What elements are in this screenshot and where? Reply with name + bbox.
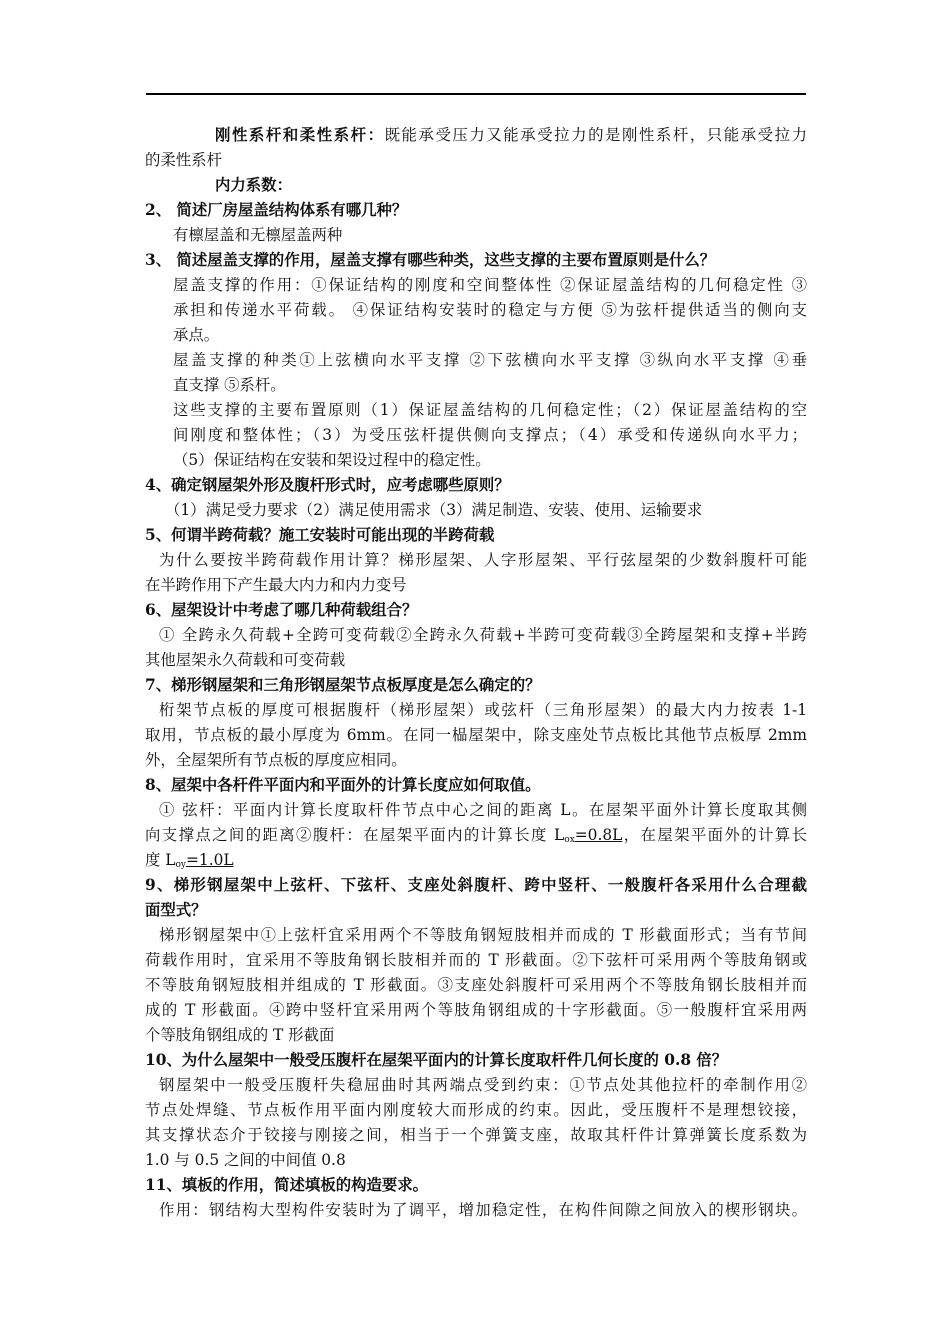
question-heading: 4、确定钢屋架外形及腹杆形式时，应考虑哪些原则？ bbox=[145, 476, 510, 494]
question-heading: 7、梯形钢屋架和三角形钢屋架节点板厚度是怎么确定的？ bbox=[145, 676, 541, 694]
question-heading: 9、梯形钢屋架中上弦杆、下弦杆、支座处斜腹杆、跨中竖杆、一般腹杆各采用什么合理截 bbox=[145, 876, 807, 894]
answer-line: 在半跨作用下产生最大内力和内力变号 bbox=[145, 576, 407, 594]
answer-line: 1.0 与 0.5 之间的中间值 0.8 bbox=[145, 1151, 346, 1169]
answer-line: 这些支撑的主要布置原则（1）保证屋盖结构的几何稳定性；（2）保证屋盖结构的空 bbox=[173, 401, 807, 419]
answer-line: 梯形钢屋架中①上弦杆宜采用两个不等肢角钢短肢相并而成的 T 形截面形式；当有节间 bbox=[159, 926, 807, 944]
term-label: 内力系数： bbox=[215, 176, 292, 194]
answer-line: 作用：钢结构大型构件安装时为了调平，增加稳定性，在构件间隙之间放入的楔形钢块。 bbox=[159, 1201, 807, 1219]
answer-line: 个等肢角钢组成的 T 形截面 bbox=[145, 1026, 335, 1044]
question-heading: 5、何谓半跨荷载？施工安装时可能出现的半跨荷载 bbox=[145, 526, 495, 544]
answer-line: 钢屋架中一般受压腹杆失稳屈曲时其两端点受到约束：①节点处其他拉杆的牵制作用② bbox=[159, 1076, 807, 1094]
answer-line: 有檩屋盖和无檩屋盖两种 bbox=[173, 226, 343, 244]
subscript: oy bbox=[175, 860, 187, 870]
answer-line: （5）保证结构在安装和架设过程中的稳定性。 bbox=[173, 451, 491, 469]
answer-line: 不等肢角钢短肢相并组成的 T 形截面。③支座处斜腹杆可采用两个不等肢角钢长肢相并而 bbox=[145, 976, 807, 994]
answer-line: 屋盖支撑的作用：①保证结构的刚度和空间整体性 ②保证屋盖结构的几何稳定性 ③ bbox=[173, 276, 807, 294]
answer-line: 节点处焊缝、节点板作用平面内刚度较大而形成的约束。因此，受压腹杆不是理想铰接， bbox=[145, 1101, 807, 1119]
answer-line: 荷载作用时，宜采用不等肢角钢长肢相并而的 T 形截面。②下弦杆可采用两个等肢角钢或 bbox=[145, 951, 807, 969]
answer-line: 为什么要按半跨荷载作用计算？梯形屋架、人字形屋架、平行弦屋架的少数斜腹杆可能 bbox=[159, 551, 807, 569]
answer-line: 成的 T 形截面。④跨中竖杆宜采用两个等肢角钢组成的十字形截面。⑤一般腹杆宜采用两 bbox=[145, 1001, 807, 1019]
answer-line: 向支撑点之间的距离②腹杆：在屋架平面内的计算长度 $L_{ox}=0.8L$，在屋架平面外的计算长 bbox=[145, 826, 807, 845]
answer-line: 承担和传递水平荷载。 ④保证结构安装时的稳定与方便 ⑤为弦杆提供适当的侧向支 bbox=[173, 301, 807, 319]
answer-line: ① 弦杆：平面内计算长度取杆件节点中心之间的距离 L。在屋架平面外计算长度取其侧 bbox=[159, 801, 807, 819]
answer-line: ① 全跨永久荷载+全跨可变荷载②全跨永久荷载+半跨可变荷载③全跨屋架和支撑+半跨 bbox=[159, 626, 807, 644]
answer-line: 其支撑状态介于铰接与刚接之间，相当于一个弹簧支座，故取其杆件计算弹簧长度系数为 bbox=[145, 1126, 807, 1144]
underlined-value: =1.0L bbox=[186, 851, 234, 869]
definition-line-cont: 的柔性系杆 bbox=[145, 151, 222, 169]
question-heading-cont: 面型式？ bbox=[145, 901, 207, 919]
question-heading: 10、为什么屋架中一般受压腹杆在屋架平面内的计算长度取杆件几何长度的 0.8 倍？ bbox=[145, 1051, 728, 1069]
answer-line: 间刚度和整体性；（3）为受压弦杆提供侧向支撑点；（4）承受和传递纵向水平力； bbox=[173, 426, 807, 444]
answer-line: （1）满足受力要求（2）满足使用需求（3）满足制造、安装、使用、运输要求 bbox=[165, 501, 703, 519]
term-label: 刚性系杆和柔性系杆： bbox=[215, 126, 385, 144]
underlined-value: =0.8L bbox=[574, 826, 623, 844]
question-heading: 11、填板的作用，简述填板的构造要求。 bbox=[145, 1176, 429, 1194]
header-rule bbox=[146, 93, 806, 95]
answer-line: 承点。 bbox=[173, 326, 220, 344]
definition-line: 刚性系杆和柔性系杆：既能承受压力又能承受拉力的是刚性系杆，只能承受拉力 bbox=[215, 126, 807, 144]
answer-line: 桁架节点板的厚度可根据腹杆（梯形屋架）或弦杆（三角形屋架）的最大内力按表 1-1 bbox=[159, 701, 807, 719]
answer-line: 屋盖支撑的种类①上弦横向水平支撑 ②下弦横向水平支撑 ③纵向水平支撑 ④垂 bbox=[173, 351, 807, 369]
answer-line: 其他屋架永久荷载和可变荷载 bbox=[145, 651, 346, 669]
subscript: ox bbox=[564, 835, 575, 845]
answer-line: 取用，节点板的最小厚度为 6mm。在同一榀屋架中，除支座处节点板比其他节点板厚 2mm bbox=[145, 726, 807, 744]
question-heading: 6、屋架设计中考虑了哪几种荷载组合？ bbox=[145, 601, 418, 619]
answer-line: 直支撑 ⑤系杆。 bbox=[173, 376, 286, 394]
answer-line: 度 $L_{oy}=1.0L$ bbox=[145, 851, 234, 870]
question-heading: 2、 简述厂房屋盖结构体系有哪几种？ bbox=[145, 201, 408, 219]
answer-line: 外，全屋架所有节点板的厚度应相同。 bbox=[145, 751, 407, 769]
document-body bbox=[145, 123, 807, 1223]
question-heading: 3、 简述屋盖支撑的作用，屋盖支撑有哪些种类，这些支撑的主要布置原则是什么？ bbox=[145, 251, 716, 269]
question-heading: 8、屋架中各杆件平面内和平面外的计算长度应如何取值。 bbox=[145, 776, 541, 794]
